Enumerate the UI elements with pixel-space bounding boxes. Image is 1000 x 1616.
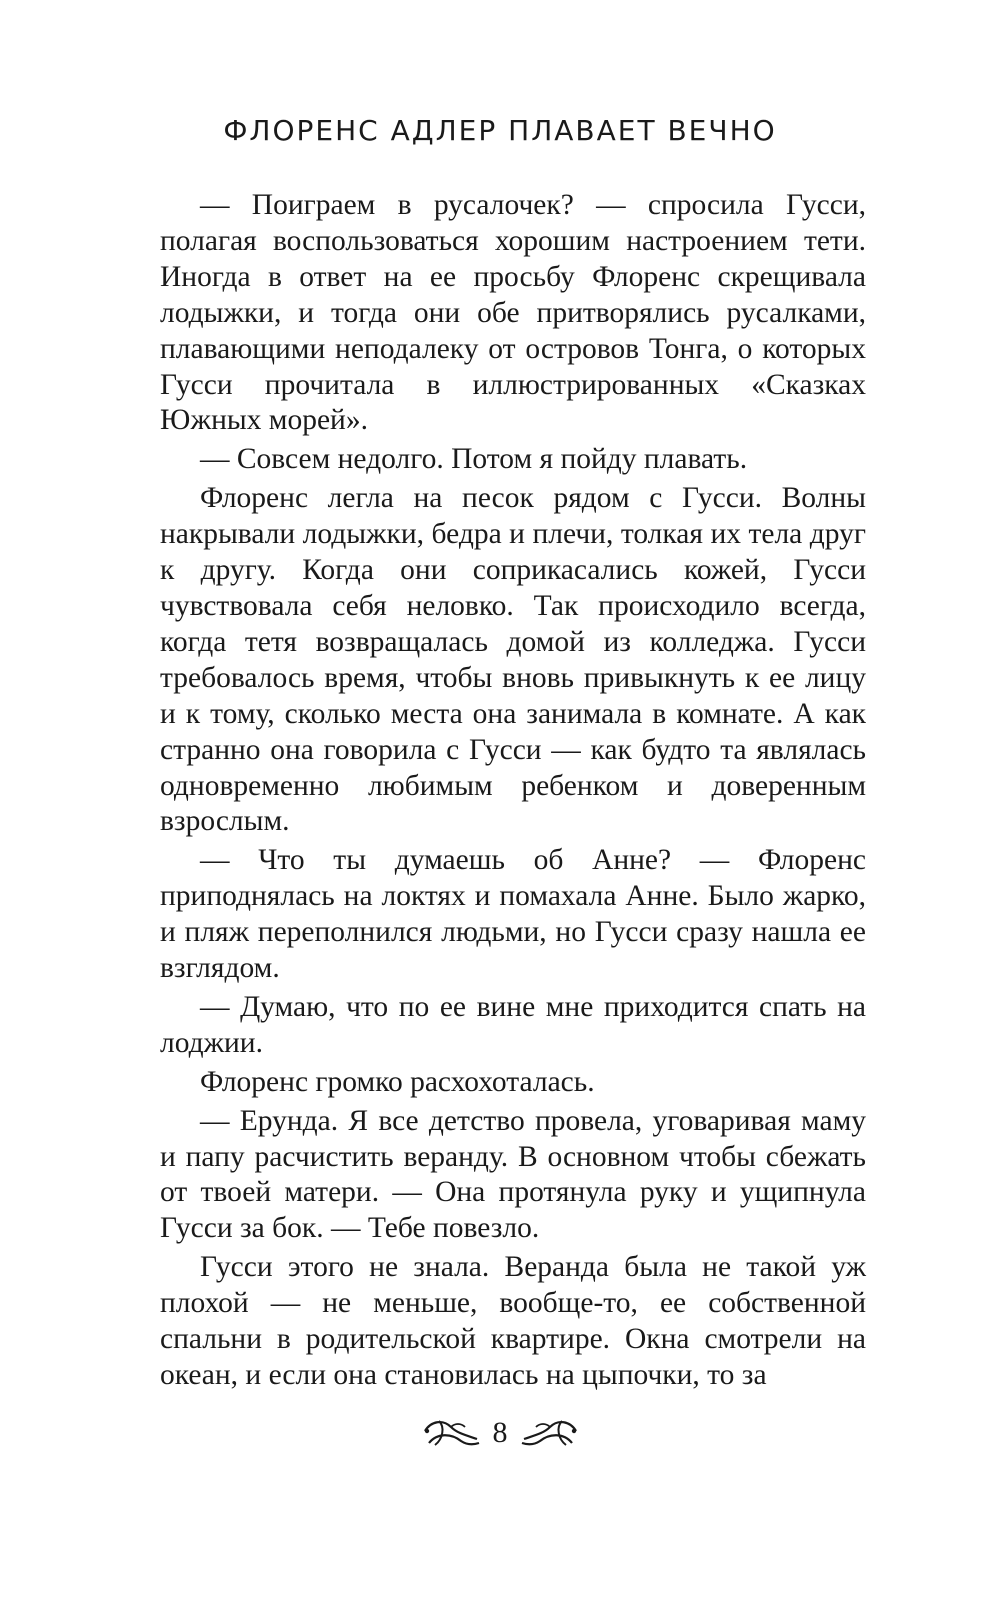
right-flourish-ornament-icon	[520, 1413, 580, 1453]
page-footer	[0, 1408, 1000, 1458]
running-head: ФЛОРЕНС АДЛЕР ПЛАВАЕТ ВЕЧНО	[223, 114, 777, 147]
paragraph: — Поиграем в русалочек? — спросила Гусси, полагая воспользоваться хорошим настроением тети. Иногда в ответ на ее просьбу Флоренс скрещивала лодыжки, и тогда они обе притворялись русалками, плавающими неподалеку от островов Тонга, о которых Гусси прочитала в иллюстрированных «Сказках Южных морей».	[160, 189, 866, 437]
paragraph: — Совсем недолго. Потом я пойду плавать.	[200, 443, 748, 476]
page-number: 8	[492, 1416, 508, 1449]
body-text	[160, 188, 866, 1394]
paragraph: — Думаю, что по ее вине мне приходится спать на лоджии.	[160, 990, 866, 1059]
paragraph: — Что ты думаешь об Анне? — Флоренс приподнялась на локтях и помахала Анне. Было жарко, и пляж переполнился людьми, но Гусси сразу нашла ее взглядом.	[160, 844, 866, 985]
left-flourish-ornament-icon	[421, 1413, 481, 1453]
paragraph: Флоренс громко расхохоталась.	[200, 1065, 595, 1098]
paragraph: — Ерунда. Я все детство провела, уговаривая маму и папу расчистить веранду. В основном чтобы сбежать от твоей матери. — Она протянула руку и ущипнула Гусси за бок. — Тебе повезло.	[160, 1104, 866, 1245]
paragraph: Гусси этого не знала. Веранда была не такой уж плохой — не меньше, вообще-то, ее собственной спальни в родительской квартире. Окна смотрели на океан, и если она становилась на цыпочки, то за	[160, 1251, 866, 1391]
paragraph: Флоренс легла на песок рядом с Гусси. Волны накрывали лодыжки, бедра и плечи, толкая их тела друг к другу. Когда они соприкасались кожей, Гусси чувствовала себя неловко. Так происходило всегда, когда тетя возвращалась домой из колледжа. Гусси требовалось время, чтобы вновь привыкнуть к ее лицу и к тому, сколько места она занимала в комнате. А как странно она говорила с Гусси — как будто та являлась одновременно любимым ребенком и доверенным взрослым.	[160, 482, 866, 838]
